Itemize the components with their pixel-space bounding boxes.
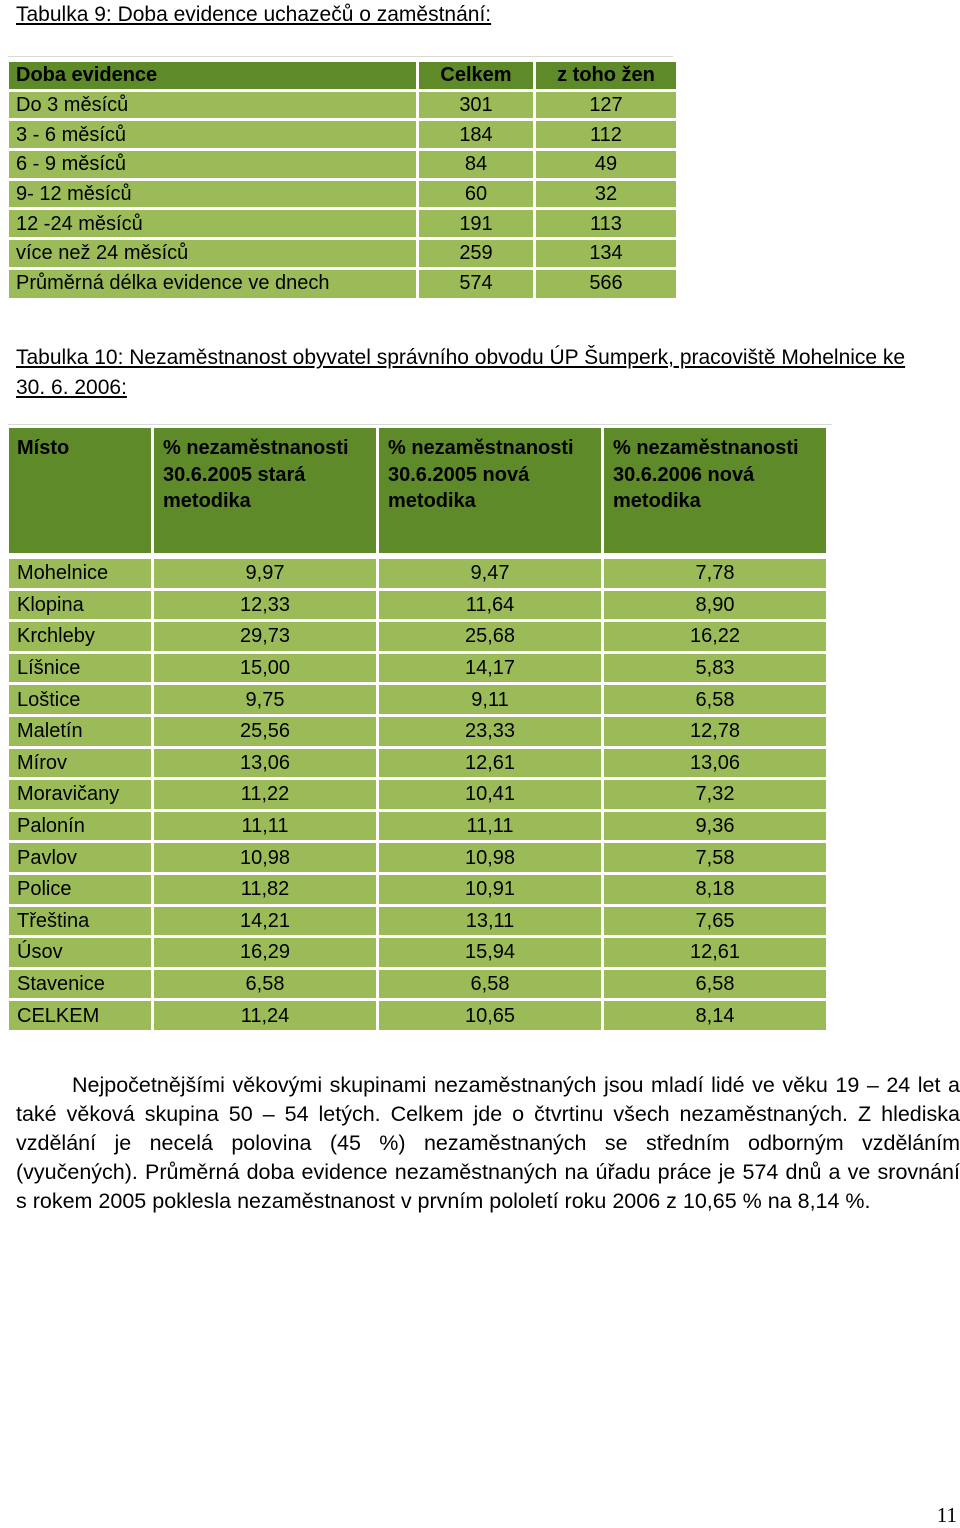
- value-cell: 13,06: [604, 749, 826, 778]
- table9-caption: Tabulka 9: Doba evidence uchazečů o zaměstnání:: [16, 3, 492, 26]
- value-cell: 11,11: [154, 812, 376, 841]
- value-cell: 23,33: [379, 717, 601, 746]
- value-cell: 11,64: [379, 591, 601, 620]
- table-row: [9, 780, 826, 809]
- value-cell: 10,41: [379, 780, 601, 809]
- table-cell: 134: [536, 240, 676, 267]
- table-row: [9, 907, 826, 936]
- table-cell: 301: [419, 92, 533, 119]
- table-row: [9, 812, 826, 841]
- value-cell: 5,83: [604, 654, 826, 683]
- value-cell: 11,22: [154, 780, 376, 809]
- column-header: Místo: [9, 428, 151, 553]
- table-cell: 32: [536, 181, 676, 208]
- page-number: 11: [936, 1503, 957, 1527]
- value-cell: 6,58: [154, 970, 376, 999]
- value-cell: 10,91: [379, 875, 601, 904]
- value-cell: 7,78: [604, 559, 826, 588]
- table-row: [9, 622, 826, 651]
- value-cell: 15,94: [379, 938, 601, 967]
- table-cell: 112: [536, 121, 676, 148]
- unemployment-table: [6, 425, 829, 1033]
- value-cell: 12,61: [379, 749, 601, 778]
- registration-duration-table: [6, 59, 679, 301]
- column-header: % nezaměstnanosti 30.6.2006 nová metodika: [604, 428, 826, 553]
- table-cell: 127: [536, 92, 676, 119]
- value-cell: 8,18: [604, 875, 826, 904]
- divider: [8, 56, 673, 57]
- value-cell: 14,21: [154, 907, 376, 936]
- table-row: [9, 970, 826, 999]
- table-row: [9, 654, 826, 683]
- table-row: [9, 559, 826, 588]
- column-header: % nezaměstnanosti 30.6.2005 stará metodika: [154, 428, 376, 553]
- value-cell: 12,33: [154, 591, 376, 620]
- place-cell: Mohelnice: [9, 559, 151, 588]
- place-cell: Moravičany: [9, 780, 151, 809]
- table-header-row: [9, 62, 676, 89]
- table-row: [9, 151, 676, 178]
- place-cell: Palonín: [9, 812, 151, 841]
- table-row: [9, 270, 676, 298]
- value-cell: 7,65: [604, 907, 826, 936]
- table-cell: 9- 12 měsíců: [9, 181, 416, 208]
- value-cell: 8,90: [604, 591, 826, 620]
- table-row: [9, 591, 826, 620]
- table-row: [9, 210, 676, 237]
- table-row-total: [9, 1001, 826, 1030]
- place-cell: Stavenice: [9, 970, 151, 999]
- value-cell: 9,97: [154, 559, 376, 588]
- place-cell: Loštice: [9, 685, 151, 714]
- value-cell: 12,61: [604, 938, 826, 967]
- value-cell: 13,06: [154, 749, 376, 778]
- table-cell: 574: [419, 270, 533, 298]
- table-row: [9, 121, 676, 148]
- column-header: Doba evidence: [9, 62, 416, 89]
- table-cell: 259: [419, 240, 533, 267]
- value-cell: 7,58: [604, 843, 826, 872]
- value-cell: 25,56: [154, 717, 376, 746]
- value-cell: 11,11: [379, 812, 601, 841]
- table-row: [9, 938, 826, 967]
- value-cell: 16,22: [604, 622, 826, 651]
- body-paragraph: Nejpočetnějšími věkovými skupinami nezaměstnaných jsou mladí lidé ve věku 19 – 24 let a také věková skupina 50 – 54 letých. Celkem jde o čtvrtinu všech nezaměstnaných. Z hlediska vzdělání je necelá polovina (45 %) nezaměstnaných se středním odborným vzděláním (vyučených). Průměrná doba evidence nezaměstnaných na úřadu práce je 574 dnů a ve srovnání s rokem 2005 poklesla nezaměstnanost v prvním pololetí roku 2006 z 10,65 % na 8,14 %.: [16, 1073, 960, 1213]
- table-row: [9, 685, 826, 714]
- table-row: [9, 749, 826, 778]
- table-row: [9, 717, 826, 746]
- value-cell: 10,98: [154, 843, 376, 872]
- value-cell: 6,58: [379, 970, 601, 999]
- table-cell: 3 - 6 měsíců: [9, 121, 416, 148]
- table-cell: 49: [536, 151, 676, 178]
- place-cell: Klopina: [9, 591, 151, 620]
- value-cell: 10,98: [379, 843, 601, 872]
- table-header-row: [9, 428, 826, 553]
- place-cell: Pavlov: [9, 843, 151, 872]
- table-cell: 60: [419, 181, 533, 208]
- table-cell: 191: [419, 210, 533, 237]
- value-cell: 6,58: [604, 970, 826, 999]
- table-cell: 84: [419, 151, 533, 178]
- value-cell: 10,65: [379, 1001, 601, 1030]
- place-cell: Krchleby: [9, 622, 151, 651]
- column-header: z toho žen: [536, 62, 676, 89]
- table-row: [9, 181, 676, 208]
- table10-caption: Tabulka 10: Nezaměstnanost obyvatel správního obvodu ÚP Šumperk, pracoviště Mohelnice ke 30. 6. 2006:: [16, 346, 906, 399]
- place-cell: Maletín: [9, 717, 151, 746]
- value-cell: 9,36: [604, 812, 826, 841]
- value-cell: 7,32: [604, 780, 826, 809]
- table-cell: Do 3 měsíců: [9, 92, 416, 119]
- place-cell: Třeština: [9, 907, 151, 936]
- value-cell: 9,75: [154, 685, 376, 714]
- value-cell: 9,47: [379, 559, 601, 588]
- table-row: [9, 843, 826, 872]
- value-cell: 25,68: [379, 622, 601, 651]
- table-cell: 566: [536, 270, 676, 298]
- place-cell: Police: [9, 875, 151, 904]
- value-cell: 13,11: [379, 907, 601, 936]
- value-cell: 14,17: [379, 654, 601, 683]
- value-cell: 6,58: [604, 685, 826, 714]
- place-cell: Líšnice: [9, 654, 151, 683]
- place-cell: Mírov: [9, 749, 151, 778]
- value-cell: 16,29: [154, 938, 376, 967]
- table-cell: 184: [419, 121, 533, 148]
- table-cell: více než 24 měsíců: [9, 240, 416, 267]
- value-cell: 29,73: [154, 622, 376, 651]
- table-cell: 6 - 9 měsíců: [9, 151, 416, 178]
- column-header: Celkem: [419, 62, 533, 89]
- place-cell: Úsov: [9, 938, 151, 967]
- table-row: [9, 92, 676, 119]
- value-cell: 15,00: [154, 654, 376, 683]
- column-header: % nezaměstnanosti 30.6.2005 nová metodika: [379, 428, 601, 553]
- value-cell: 8,14: [604, 1001, 826, 1030]
- value-cell: 11,82: [154, 875, 376, 904]
- table-row: [9, 875, 826, 904]
- table-cell: 113: [536, 210, 676, 237]
- value-cell: 12,78: [604, 717, 826, 746]
- table-cell: 12 -24 měsíců: [9, 210, 416, 237]
- value-cell: 11,24: [154, 1001, 376, 1030]
- value-cell: 9,11: [379, 685, 601, 714]
- place-cell: CELKEM: [9, 1001, 151, 1030]
- table-cell: Průměrná délka evidence ve dnech: [9, 270, 416, 298]
- table-row: [9, 240, 676, 267]
